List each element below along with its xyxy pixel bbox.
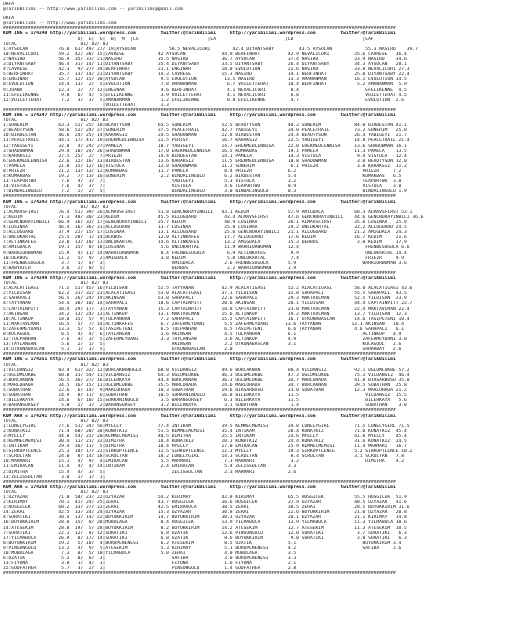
table-row: 8:AMIGDALA 19.1 15/ 8/ 18|LUSINAA 5.6 UNLUKARTAL 11.9 WARRIORWOMAN 12.4 FRENBESOGOLA 6.6 [3,245,410,251]
table-row: 9:WARRIORWOMAN 15.9 4/ 11/ 14|WARRIORWOMAN 8.4 FRENBESOGOLA 6.9 ALTINKAFES 9.9 UNLUKARTAL 14.4 [3,250,407,256]
table-row: 12:TULPANHAN 7.6 4/ 3/ 5|ZAFERMEYDANI 3.3 TAYLANSAN 3.6 ALTINKOP 4.9 ZAFERMEYDANI 3.0 [3,337,407,343]
table-row: 5:ALLOGUARD 37.9 22/ 15/ 17|LUSINAA 13.1 ALLOGUARD 25.6 GENCNORAYINBILI 21.1 ALLOGUARD 21.2 AMIGDALA 24.3 [3,230,407,236]
table-row: 6:EREKMEDLENNISA 22.6 12/ 16/ 13|BIRDESTAN 13.6 KARAKSIZ 11.5 EREKMEDLENNISA 10.8 SHADOWMAN 3.0 BEAUTYSUN 12.0 [3,158,407,164]
table-row: 10:DERBUS 11.2 5/ 9/ 2|AMIGDALA 3.8 KEDIM 5.0 UNLUKARTAL 7.4 FRIEZR 9.9 [3,255,405,261]
table-row: 13:TEAPORTWO 7.6 4/ 3/ 7| YABIGEYI 5.3 VISTULA 3.2 TEAPORTWO 3.0 [3,179,402,185]
results-blocks [3,26,526,576]
table-row: 13:TAYLANSAN 5.6 2/ 1/ 5| AKINSAN 2.2 UTKUNABASCAN 3.1 KOCAGOUL 2.6 [3,342,402,348]
table-row: 7:ALTINKAFES 23.0 13/ 10/ 11|UNLUKARTAL 14.6 ALTINKAFES 13.2 AMIGDALA 15.3 DERBUS 3.0 KEDIM 17.9 [3,240,407,246]
table-row: 1:ALMAVSFIRST 76.4 51/ 39/ 26|ALMAVSFIRST 51.8 GENCNORAYINBILI 43.1 KEDIM 57.9 AMIGDALA 68.3 ALMAVSFIRST 53.1 [3,209,413,215]
table-row: 6:ENGINAR 15.7 12/ 15/ 30|AYSUCAN 9.5 EVOLUTION 13.5 NASIRD 13.3 AMANANMAN 16.1 EVOLUTION 14.5 [3,77,407,83]
table-row: 4:CAVRESE 42.3 9/ 27/ 34|BERFINHAT 21.1 ENGINAR 18.0 EVOLUTION 22.6 NASIRD 33.8 NEVALICORI 27.3 [3,67,410,73]
table-row: 11:FRENBESOGOLA 3.7 1/ 4/ 3| AMIGDALA 2.6 FRENBESOGOLA 5.9 WARRIORWOMAN 3.6 [3,260,407,266]
table-row: 11:EMIRACAN 11.4 4/ 4/ 14|INTIKAM 2.4 EMIRACAN 5.4 ZELISSULTAN 3.3 [3,464,363,470]
table-row: TOTAL 81/ 82/ 83 [3,418,413,424]
table-row: 7:PAMELA 21.8 15/ 12/ 16|VISTULA 12.8 SHADOWMAN 11.2 SONERIM 6.1 PRIEZR 3.0 KARAKSIZ 11.2 [3,163,407,169]
table-row: 3:GENCNORAYINBILI 66.9 36/ 33/ 17|GENCNORAYINBILI 35.7 KEDIM 40.9 LUSINAA 36.1 ALMAVSFIRST 35.6 LUSINAA 25.9 [3,219,407,225]
table-row: 10:MOBOLAGA 7.3 0/ 5/ 10|YILMABOCA 5.0 ZERAI 4.0 MOBOLAGA 3.5 [3,551,363,557]
table-row: 14:UTKUNABASCAN 5.1 1/ 3/ 5| UTKUNABASCAN 2.0 SAHARBAY 2.6 [3,347,402,353]
table-row: 7:BILERKAYA 14.6 6/ 10/ 15|SURKANINOGLU 3.5 BARANSORSEY 6.3 BILERKAYA 11.5 BILERKAYA 5.6 [3,398,407,404]
table-row: 10:ALTINKOP 18.0 15/ 5/ 9|TULPANHAN 7.2 SAHAPALI 15.5 CAPTAINPITT 16.7 UTKUNABASCAN 14.6 TASIPETENI 10.4 [3,316,410,322]
table-row: 7:SURATIKI 22.1 12/ 8/ 12|SURATIKI 6.8 OZATIK 12.6 PINSONGOLU 12.0 SURATIKI 3.7 SURATIKI 6.3 [3,530,407,536]
table-row: 4:SURATIKI 30.4 13/ 14/ 22|BOYUKKIRIM 14.7 BOYUKKIRIM 30.3 OZYAZAR 20.1 OZYAZAR 21.1 KIRIMAY 14.8 [3,515,407,521]
table-row: TOTAL 81/ 82/ 83 [3,118,413,124]
table-row: 5:KARAKSIZ 27.5 25/ 2/ 7|PRIEZR 14.4 BIRDESTAN 14.1 PAMELA 14.3 VISTULA 9.4 VISTULA 12.4 [3,153,407,159]
table-row: 7:AKINSAN 34.2 13/ 24/ 13|ALTINKOP 13.1 MAKTAVLMAN 15.6 ALTINKOP 19.2 MAKTAVLMAN 13.7 YILDISAN 12.3 [3,311,407,317]
table-row: 13:FIYONA 3.8 1/ 4/ 3| FIYONA 1.6 FIYONA 2.1 [3,561,363,567]
table-row: ############################################################################################################################################## [3,352,396,358]
table-row: TOTAL 81/ 82/ 83 [3,489,413,495]
table-row: 1:LONELYGIRL 77.6 51/ 34/ 56|MYELLY 77.4 INTIKAM 39.5 KEMMECMEMISI 34.8 LONELYGIRL 71.5 LONELYGIRL 71.5 [3,423,410,429]
table-row: 8:BABYRICH 3.6 2/ 0/ 5| DERBUS 2.2 WARRIORWOMAN 1.9 [3,265,363,271]
results-block [3,26,526,113]
table-row: 6:SIRKOPTLENCE 25.3 10/ 17/ 22|SIRKOPTLENCE 12.5 SIRKOPTLENCE 22.3 MYELLY 19.3 SIRKOPTLENCE 5.2 SIRKOPTLENCE 10.2 [3,449,413,455]
table-row: 15:GODFATHER 5.7 3/ 2/ 1| PINSONGOLU 1.4 GODFATHER 2.8 [3,566,363,572]
table-row: 1:VICDANSIZ 83.4 61/ 32/ 12|BURCAKNANOGLU 68.8 VICDANSIZ 49.6 BURCAKNAN 80.4 VICDANSIZ 92.1 OGLUMLUKBE 57.2 [3,367,410,373]
table-row: 4:TAYYANAN 54.4 38/ 18/ 14|SAHAPALI 18.6 CAPTAINPITT 20.6 AKINSAN 28.1 YILDISAN 44.4 CAPTAINPITT 22.7 [3,301,413,307]
table-row: |VOILETTEHAT 1.3 [3,102,172,108]
table-row: KUM ING = 174247 http://yaribilimi.wordpress.com twitter:@TarikBilimi http://yaribilimi.wordpress.com twitter:@TarikBilimi [3,112,396,118]
table-row: 17:YILMABOCA 26.9 8/ 17/ 14|SURATIKI 6.8 OZATIK 8.6 BOYUKKIRIM 9.0 SURATIKI 3.0 SURATIKI 6.3 [3,535,407,541]
table-row: 14:VISTULA 7.6 4/ 3/ 7| VISTULA 4.6 TEAPORTWO 0.9 VISTULA 3.0 [3,184,402,190]
table-row: 2:BEAUTYSUN 58.6 52/ 24/ 27|SONERIM 37.5 PEACETRAIL 42.7 YABIGEYI 34.8 PEACETRAIL 73.2 SONERIM 25.8 [3,128,407,134]
table-row: 4:KUMAKBAS 19.2 7/ 13/ 16|SONERIM 2.2 BINDALINGULU 6.2 BIRDESTAN 5.4 KUMAKBAS 6.5 [3,174,402,180]
table-row: 3:SHADOWMAN 29.4 10/ 24/ 26|SHADOWMAN 17.0 EREKMEDLENNISA 16.5 KUMAKBAS 19.1 PAMELA 11.3 PAMELA 13.5 [3,148,407,154]
table-row: ############################################################################################################################################## [3,270,396,276]
table-row: 14:ATESEKIM 28.8 19/ 5/ 28|BOYUKKIRIM 8.2 BOYUKKIRIM 14.2 ATESEKIM 12.7 ATESEKIM 11.3 ATESEKIM 10.5 [3,525,407,531]
table-row: 12:VOILETTEHAT 7.2 3/ 3/ 5|AMANANMAN 1.2 EFELIKENNE 0.8 EFELIKENNE 4.7 EVOLUTION 2.6 [3,97,405,103]
results-block [3,485,526,577]
results-block [3,200,526,276]
results-block [3,357,526,413]
table-row: ############################################################################################################################################## [3,107,396,113]
subheader-line: @TarikBilimi -- http://www.yaribilimi.com [3,21,117,27]
table-row: KUM ING = 174249 http://yaribilimi.wordpress.com twitter:@TarikBilimi http://yaribilimi.wordpress.com twitter:@TarikBilimi [3,275,396,281]
table-row: 3:SAHAPALI 56.5 26/ 24/ 19|AKINSAN 53.0 SAHAPALI 22.6 SAHAPALI 29.3 MAKTAVLMAN 52.5 YILDISAN 23.9 [3,296,407,302]
table-row: 9:PINSONGOLU 13.2 4/ 9/ 5|ATESEKIM 5.3 KIRIMAY 5.1 BURUPENENESI 4.2 SAFIBA 2.6 [3,545,402,551]
table-row: ############################################################################################################################################## [3,479,396,485]
table-row: 11:EFELIKENNE 9.8 6/ 4/ 5|EFELIKENNE 3.9 VOILETTEHAT 4.1 NEVALICORI 6.8 VOILETTEHAT 4.5 [3,92,407,98]
table-row: 11:PEACETRAIL 44.1 17/ 41/ 19|EREKMEDLENNISA 22.5 PIRISY 16.7 KARAKSIZ 22.5 YABIGEYI 14.8 PEACETRAIL 21.4 [3,138,410,144]
results-block [3,276,526,358]
table-row: TOTAL 81/ 82/ 83 [3,281,413,287]
table-row: 6:ZAFERMEYDANI 13.3 5/ 5/ 6|TASIPETENI 6.5 TULPANHAN 6.5 TASIPETENI 6.6 TAYYANAN 4.6 SAHAPALI 6.1 [3,326,405,332]
table-row: 5:INTIKAM 29.4 36/ 11/ 5|DIMITRA 18.4 MYELLY 27.0 EMIRACAN 25.9 KEMMECMEMISI 11.4 MARMARI 16.7 [3,444,407,450]
table-row: 8:BARANSORSEY 5.0 2/ 3/ 2|BARANSORSEY 3.2 BILERKAYA 3.1 SUBATHAN 1.4 SUBATHAN 3.0 [3,403,407,409]
table-row: 2:DIMITRA 15.4 4/ 3/ 5| ZELISSULTAN 2.3 MARMARI 2.6 [3,469,363,475]
table-row: 10:BIRDESTAN 46.6 24/ 25/ 14|KARAKSIZ 24.5 SHADOWMAN 22.8 BIRDESTAN 24.4 BEAUTYSUN 26.4 YABIGEYI 21.7 [3,133,407,139]
table-row: KUM ING = 174240 http://yaribilimi.wordpress.com twitter:@TarikBilimi http://yaribilimi.wordpress.com twitter:@TarikBilimi [3,31,396,37]
table-row: 5:SUBATHAN 22.6 6/ 14/ 9|MARLUHADA 18.3 SUBATHAN 19.6 BIRSARBOSO 23.0 SUBATHAN 12.3 MARLUHADA 21.2 [3,388,407,394]
table-row: 6:SUBATHAN 14.9 8/ 11/ 6|SUBATHAN 10.5 SURKANINOGLU 16.8 BILERKAYA 11.5 VICDANSIZ 15.5 [3,393,407,399]
table-row: TOTAL 81/ 82/ 83 [3,362,413,368]
table-row: KUM ARA = 174241 http://yaribilimi.wordpress.com twitter:@TarikBilimi http://yaribilimi.wordpress.com twitter:@TarikBilimi [3,413,396,419]
table-row: KUM ARA = 174250 http://yaribilimi.wordpress.com twitter:@TarikBilimi http://yaribilimi.wordpress.com twitter:@TarikBilimi [3,484,396,490]
table-row: ############################################################################################################################################## [3,194,396,200]
table-row: 12:YABIGEYI 32.8 4/ 24/ 27|PAMELA 18.7 YABIGEYI 14.7 EREKMEDLENNISA 22.0 EREKMEDLENNISA 13.6 SHADOWMAN 16.1 [3,143,407,149]
table-row: 1:OZYAZAR 71.0 58/ 23/ 22|OZYAZAR 54.2 KIRIMAY 42.8 KIRIMAY 65.5 HOSGICEK 55.5 HOSGICEK 51.9 [3,495,407,500]
table-row: 2:YILDISAN 62.2 31/ 32/ 23|ALACATIGASI 53.0 ALACATIGASI 37.1 YILDISAN 32.8 SAHAPALI 55.5 SAHAPALI 43.5 [3,291,407,297]
table-row: 5:BERFINHAT 35.7 13/ 14/ 21|DIYANTSABY 14.3 CAVRESE 15.3 NASIRD 14.1 BERFINHAT 25.0 DIYANTSABY 22.4 [3,72,410,78]
table-row: 6:OZATIK 5.2 0/ 6/ 3| SAFIBA 3.0 BURUPENENESI 3.3 [3,556,363,562]
header-line: URFA [3,2,15,7]
table-row: 10:MARMARI 15.1 4/ 9/ 4|EMIRACAN 5.5 MARMARI 7.3 MARMARI 3.2 DIMITRA 4.2 [3,459,405,465]
page-subheader [3,16,526,26]
table-row: ############################################################################################################################################## [3,408,396,414]
table-row: 6:UNLUKARTAL 25.5 20/ 1/ 14|DERBUS 12.0 ALTINKAFES 17.7 ALLOGUARD 17.6 KEDIM 16.7 KEDIM 21.6 [3,235,407,241]
table-row: ############################################################################################################################################## [3,26,396,32]
table-row: 5:CAPTAINPITT 38.4 29/ 17/ 3|TAYYANAN 15.3 CAPTAINPITT 18.8 CAPTAINPITT 23.0 MAKTAVLMAN 22.4 MAKTAVLMAN 22.4 [3,306,410,312]
table-row: 2:OGLUMLUKBE 68.8 31/ 54/ 11|VICDANSIZ 64.3 OGLUMLUKBE 46.3 OGLUMLUKBE 47.3 OGLUMLUKBE 75.3 VICDANSIZ 46.4 [3,372,410,378]
table-row: KUM ING = 174251 http://yaribilimi.wordpress.com twitter:@TarikBilimi http://yaribilimi.wordpress.com twitter:@TarikBilimi [3,357,396,363]
table-row: 8:BOYUKKIRIM 19.2 5/ 10/ 4|BURUPENENESI 6.2 ATESEKIM 8.5 OZATIK 5.1 BOYUKKIRIM 3.4 [3,540,402,546]
table-row: 1:SONERIM 63.3 51/ 25/ 18|BEAUTYSUN 65.5 SONERIM 52.5 BEAUTYSUN 40.2 SONERIM 84.0 BIRDESTAN 41.1 [3,123,407,129]
table-row: 9:JOANA 12.3 2/ 7/ 12|ENGINAR 4.6 BERFINHAT 4.1 NEVALICORI 8.4 EFELIKENNE 4.5 [3,87,407,93]
table-row: 3:HOSGICEK 60.2 33/ 27/ 22|ZERAI 42.5 EMIRAHOCA 38.5 ZERAI 30.5 ZERAI 28.5 BOYUKKIRIM 31.6 [3,505,410,511]
table-row: 3:MYELLY 44.8 54/ 22/ 20|KEMMECMEMISI 40.5 DIMITRA 25.5 INTIKAM 24.6 MYELLY 41.0 MYELLY 45.4 [3,433,407,439]
table-row: 14:ZERAI 42.5 13/ 24/ 24|OZYAZAR 15.3 OZYAZAR 30.8 ZERAI 22.6 BOYUKKIRIM 21.0 OZYAZAR 20.8 [3,510,407,516]
table-row: 4:LUSINAA 46.4 16/ 36/ 31|ALLOGUARD 13.7 LUSINAA 25.8 LUSINAA 29.2 UNLUKARTAL 32.2 ALLOGUARD 24.5 [3,225,407,231]
table-row: 3:DIYANTSABY 46.4 31/ 14/ 11|DIYANTSABY 35.4 DIYANTSABY 33.5 DIYANTSABY 26.4 DIYANTSABY 34.3 AYSUCAN 28.1 [3,62,407,68]
table-row: 2:KUNATKIZ 71.4 60/ 20/ 30|KUNATKIZ 51.5 KEMMECMEMISI 35.4 INTIKAM 28.4 KUNATKIZ 71.0 KUNATKIZ 45.4 [3,428,407,434]
table-row: TOTAL 81/ 82/ 83 [3,204,413,210]
table-row: 2:KIRIMAY 70.1 41/ 24/ 25|ZERAI 43.7 HOSGICEK 36.6 HOSGICEK 37.9 OZYAZAR 48.5 OZYAZAR 41.6 [3,500,407,506]
table-row: TOTAL 81/ 82/ 83 [3,41,413,47]
table-row: 3:BURCAKNAN 56.5 36/ 27/ 16|BILERKAYA 44.4 BURCAKNAN 36.3 OGLUMLUKBE 34.7 MARLUHADA 41.8 BIRSARBOSO 35.0 [3,377,410,383]
results-block [3,414,526,485]
table-row: KUM ING = 174243 http://yaribilimi.wordpress.com twitter:@TarikBilimi http://yaribilimi.wordpress.com twitter:@TarikBilimi [3,199,396,205]
table-row: 2:KEDIM 71.3 48/ 30/ 23|KEDIM 45.5 ALLOGUARD 43.4 ALMAVSFIRST 47.6 GENCNORAYINBILI 44.6 GENCNORAYINBILI 36.6 [3,214,424,220]
table-row: 13:ZELISSULTAN 3.0 1/ 1/ 1| [3,474,172,480]
table-row: 8:KOCAGOUL 8.5 4/ 4/ 6|TAYLANSAN 3.6 AKINSAN 4.5 TULPANHAN 6.1 ALTINKOP 4.9 [3,332,402,337]
header-line: @TarikBilimi -- http://www.yaribilimi.com -- yaribilimi@gmail.com [3,7,183,13]
subheader-line: URFA [3,16,15,22]
table-row: 4:MARLUHADA 34.5 16/ 15/ 11|OGLUMLUKBE 35.5 MARLUHADA 24.6 MARLUHADA 34.7 BURCAKNAN 39.5 SUBATHAN 25.8 [3,382,407,388]
table-row: 8:PRIEZR 21.2 13/ 13/ 12|KUMAKBAS 11.7 PAMELA 8.4 PRIEZR 6.2 PRIEZR 7.2 [3,169,402,174]
table-row: 7:SCRULTAN 24.0 8/ 14/ 18|SCRULTAN 10.2 LONELYGIRL 14.3 SCRULTAN 8.4 SCRULTAN 3.1 SCRULTAN 7.8 [3,454,405,460]
page-header [3,2,526,12]
table-row: 10:NEVALICORI 59.2 42/ 30/ 15|CAVRESE 42 AYSUCAN 44.9 BERFINHAT 42.9 NEVALICORI 35.6 CAVRESE 36.4 [3,51,407,57]
table-row: 11:MAKTAVLMAN 16.5 5/ 7/ 14|ALTINKAFES 6.7 ZAFERMEYDANI 5.5 ZAFERMEYDANI 13.6 TAYYANAN 12.1 AKINSAN 10.4 [3,321,405,327]
table-row: 16:BOYUKKIRIM 28.8 15/ 8/ 28|MOBOLAGA 8.4 HOSGICEK 13.9 YILMABOCA 13.9 YILMABOCA 11.3 YILMABOCA 10.6 [3,520,407,526]
table-row: 7:BINDALINGULU 7.2 1/ 2/ 5| BINDALINGULU 3.0 BINDALINGULU 0.3 BINDALINGULU 1.9 [3,189,407,195]
table-row: 2:NASIRD 56.9 35/ 31/ 21|NASIRD 35.5 NASIRD 36.7 AYSUCAN 37.4 NASIRD 33.9 NASIRD 34.6 [3,56,407,62]
table-row: 8:EVOLUTION 14.4 13/ 2/ 5|EVOLUTION 7.8 AMANANMAN 6.7 VOILETTEHAT 10.4 BERFINHAT 5.2 AMANANMAN 5.9 [3,82,407,88]
table-row: 4:KEMMECMEMISI 30.4 11/ 21/ 32|DIMITRA 18.4 KUNATKIZ 20.1 KUNATKIZ 24.4 KUNATKIZ 31.6 KUNATKIZ 24.5 [3,438,407,444]
table-row: 1:AYSUCAN 76.0 61/ 49/ 27/ 19|AYSUCAN 58.5 NEVALICORI 42.4 DIYANTSABY 43.5 AYSUCAN 55.3 NASIRD 39.7 [3,46,418,52]
table-row: ############################################################################################################################################## [3,571,396,577]
table-row: 1:ALACATIGASI 71.5 51/ 45/ 16|YILDISAN 52.5 TAYYANAN 42.9 ALACATIGASI 52.2 ALACATIGASI 56.0 ALACATIGASI 43.6 [3,286,413,292]
results-block [3,113,526,200]
table-row: O| E| G| B| M |LS |LA |LD |LAF [3,36,429,42]
